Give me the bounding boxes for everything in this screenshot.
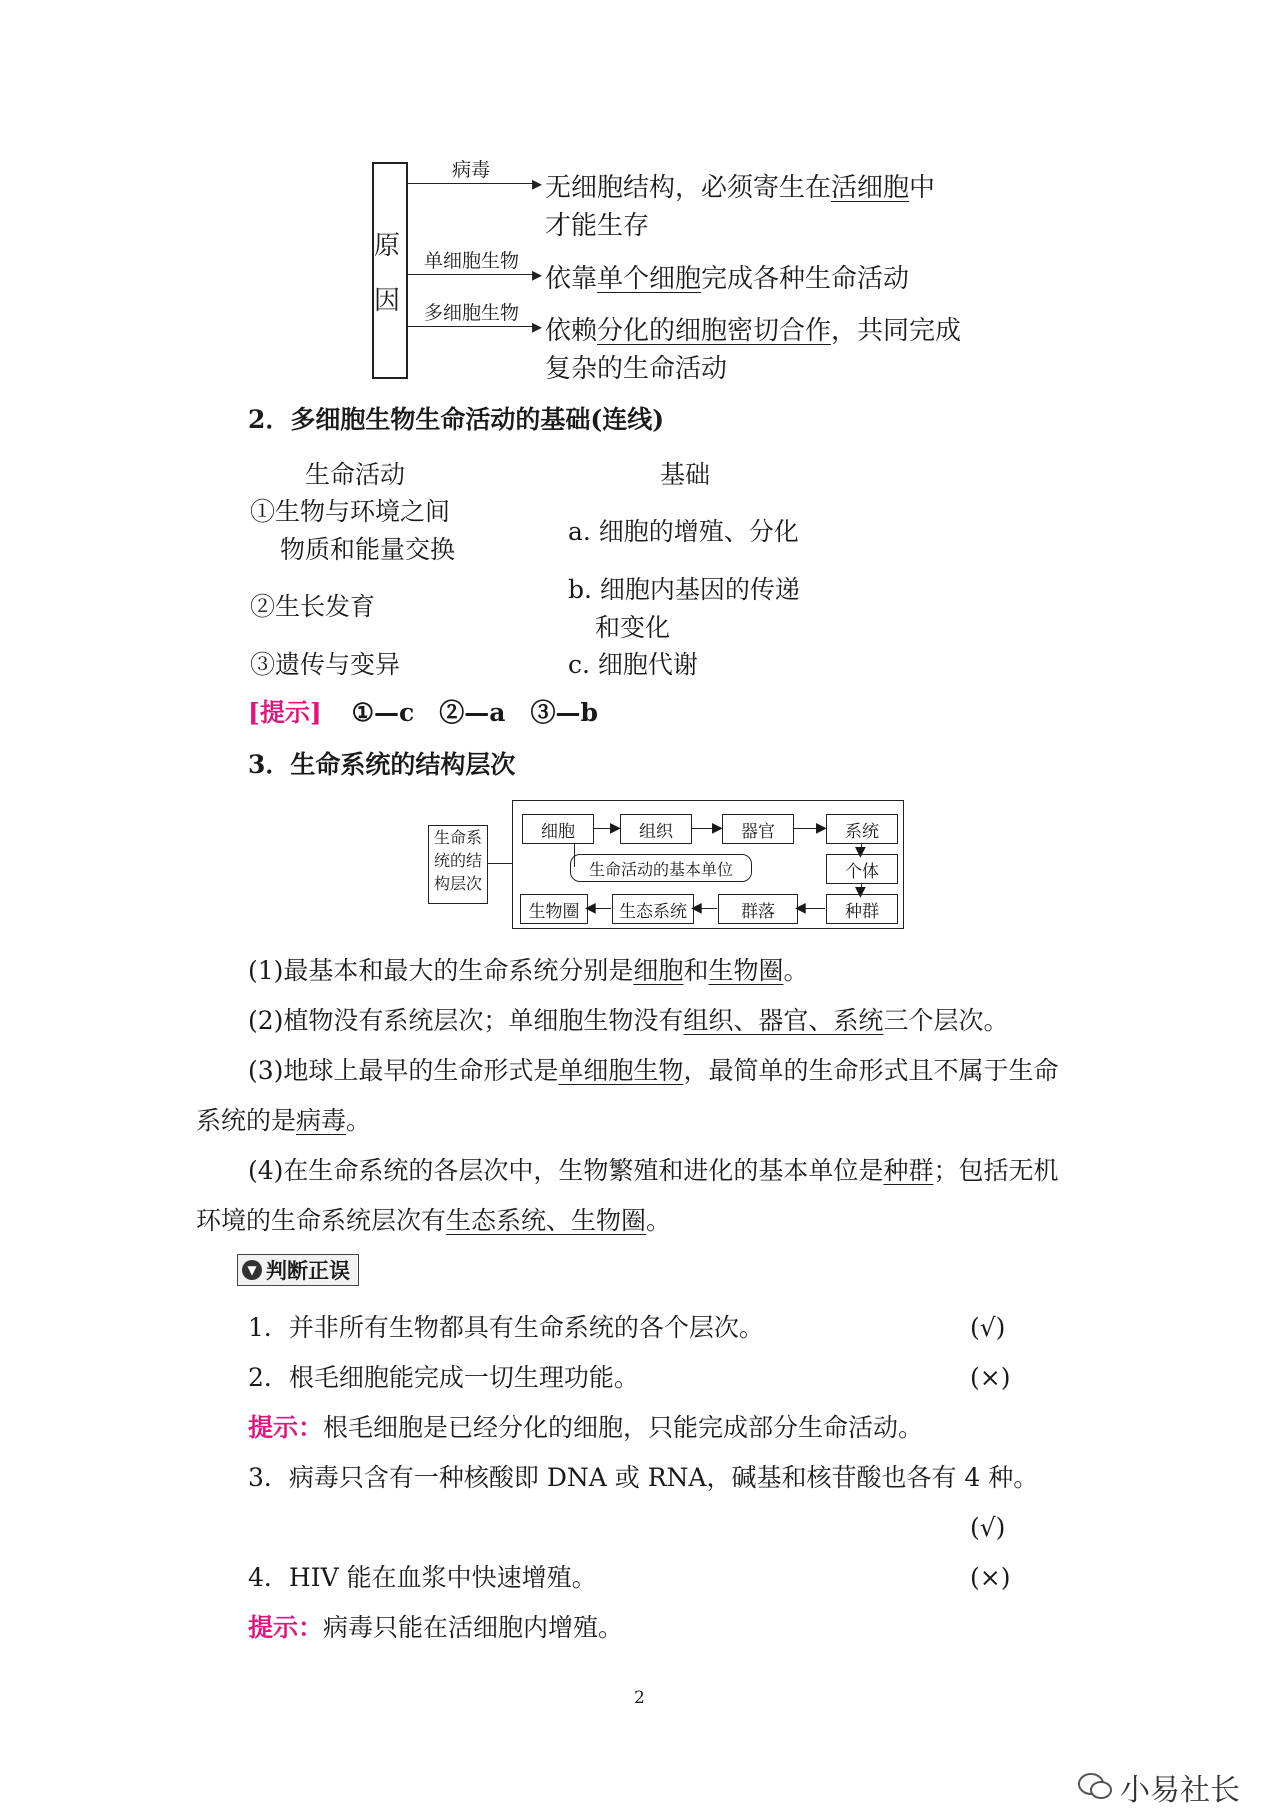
- head-connector: [487, 863, 512, 864]
- para-2: (2)植物没有系统层次；单细胞生物没有组织、器官、系统三个层次。: [248, 1006, 1009, 1035]
- right-col-head: 基础: [660, 460, 711, 489]
- level-community: 群落: [718, 894, 798, 924]
- judge-item-2: 2．根毛细胞能完成一切生理功能。: [248, 1363, 639, 1392]
- right-item: c. 细胞代谢: [568, 650, 698, 679]
- arrow-down-icon: ▼: [855, 884, 866, 900]
- arrow-icon: ▸: [532, 171, 543, 195]
- branch-text-multicellular: 依赖分化的细胞密切合作，共同完成: [545, 316, 962, 346]
- judge-item-4: 4．HIV 能在血浆中快速增殖。: [248, 1563, 597, 1592]
- hierarchy-head: 生命系 统的结 构层次: [428, 825, 488, 904]
- branch-text-virus: 无细胞结构，必须寄生在活细胞中: [545, 173, 936, 203]
- branch-label-unicellular: 单细胞生物: [424, 250, 520, 272]
- level-system: 系统: [826, 814, 898, 844]
- judge-item-1: 1．并非所有生物都具有生命系统的各个层次。: [248, 1313, 764, 1342]
- right-item: a. 细胞的增殖、分化: [568, 517, 799, 546]
- arrow-right-icon: ▶: [816, 820, 827, 836]
- arrow-right-icon: ▶: [610, 820, 621, 836]
- para-3: (3)地球上最早的生命形式是单细胞生物，最简单的生命形式且不属于生命: [248, 1056, 1059, 1085]
- callout-pointer: [574, 843, 575, 867]
- judge-mark-2: (×): [970, 1363, 1011, 1392]
- level-individual: 个体: [826, 854, 898, 884]
- right-item: b. 细胞内基因的传递: [568, 575, 800, 604]
- branch-text-multicellular-2: 复杂的生命活动: [545, 354, 728, 384]
- judge-mark-3: (√): [970, 1513, 1006, 1542]
- para-3-cont: 系统的是病毒。: [196, 1106, 372, 1135]
- reason-label-1: 原: [374, 231, 401, 261]
- branch-label-virus: 病毒: [452, 159, 491, 181]
- level-cell: 细胞: [522, 814, 594, 844]
- judge-hint-2: 提示：根毛细胞是已经分化的细胞，只能完成部分生命活动。: [248, 1413, 924, 1442]
- branch-label-multicellular: 多细胞生物: [424, 302, 520, 324]
- judge-badge: ▼ 判断正误: [237, 1254, 359, 1286]
- arrow-left-icon: ◀: [795, 900, 806, 916]
- judge-item-3: 3．病毒只含有一种核酸即 DNA 或 RNA，碱基和核苷酸也各有 4 种。: [248, 1463, 1039, 1492]
- section3-title: 3．生命系统的结构层次: [248, 750, 516, 779]
- left-item: ②生长发育: [250, 592, 376, 621]
- para-4-cont: 环境的生命系统层次有生态系统、生物圈。: [196, 1206, 672, 1235]
- level-biosphere: 生物圈: [520, 894, 588, 924]
- arrow-left-icon: ◀: [585, 900, 596, 916]
- arrow-icon: ▸: [532, 262, 543, 286]
- judge-mark-1: (√): [970, 1313, 1006, 1342]
- branch-text-virus-2: 才能生存: [545, 211, 650, 241]
- arrow-down-icon: ▼: [855, 844, 866, 860]
- left-item: 物质和能量交换: [280, 535, 456, 564]
- arrow-right-icon: ▶: [712, 820, 723, 836]
- level-population: 种群: [826, 894, 898, 924]
- chevron-down-icon: ▼: [242, 1260, 262, 1280]
- section2-hint: [提示] ①—c ②—a ③—b: [248, 698, 598, 727]
- arrow-icon: ▸: [532, 314, 543, 338]
- level-ecosystem: 生态系统: [612, 894, 694, 924]
- level-organ: 器官: [722, 814, 794, 844]
- reason-bracket: [372, 162, 408, 379]
- level-tissue: 组织: [620, 814, 692, 844]
- page-number: 2: [634, 1688, 645, 1708]
- callout-basic-unit: 生命活动的基本单位: [570, 854, 752, 882]
- left-col-head: 生命活动: [305, 460, 406, 489]
- watermark: 小易社长: [1078, 1765, 1240, 1809]
- para-1: (1)最基本和最大的生命系统分别是细胞和生物圈。: [248, 956, 809, 985]
- branch-line-virus: [406, 183, 536, 184]
- judge-hint-4: 提示：病毒只能在活细胞内增殖。: [248, 1613, 624, 1642]
- branch-line-multicellular: [406, 326, 536, 327]
- reason-label-2: 因: [374, 286, 401, 316]
- right-item: 和变化: [595, 613, 671, 642]
- branch-text-unicellular: 依靠单个细胞完成各种生命活动: [545, 264, 910, 294]
- branch-line-unicellular: [406, 274, 536, 275]
- arrow-left-icon: ◀: [691, 900, 702, 916]
- left-item: ③遗传与变异: [250, 650, 401, 679]
- left-item: ①生物与环境之间: [250, 497, 451, 526]
- reason-diagram: [0, 0, 1280, 420]
- section2-title: 2．多细胞生物生命活动的基础(连线): [248, 405, 665, 434]
- chat-bubble-icon: [1078, 1772, 1112, 1802]
- judge-mark-4: (×): [970, 1563, 1011, 1592]
- para-4: (4)在生命系统的各层次中，生物繁殖和进化的基本单位是种群；包括无机: [248, 1156, 1059, 1185]
